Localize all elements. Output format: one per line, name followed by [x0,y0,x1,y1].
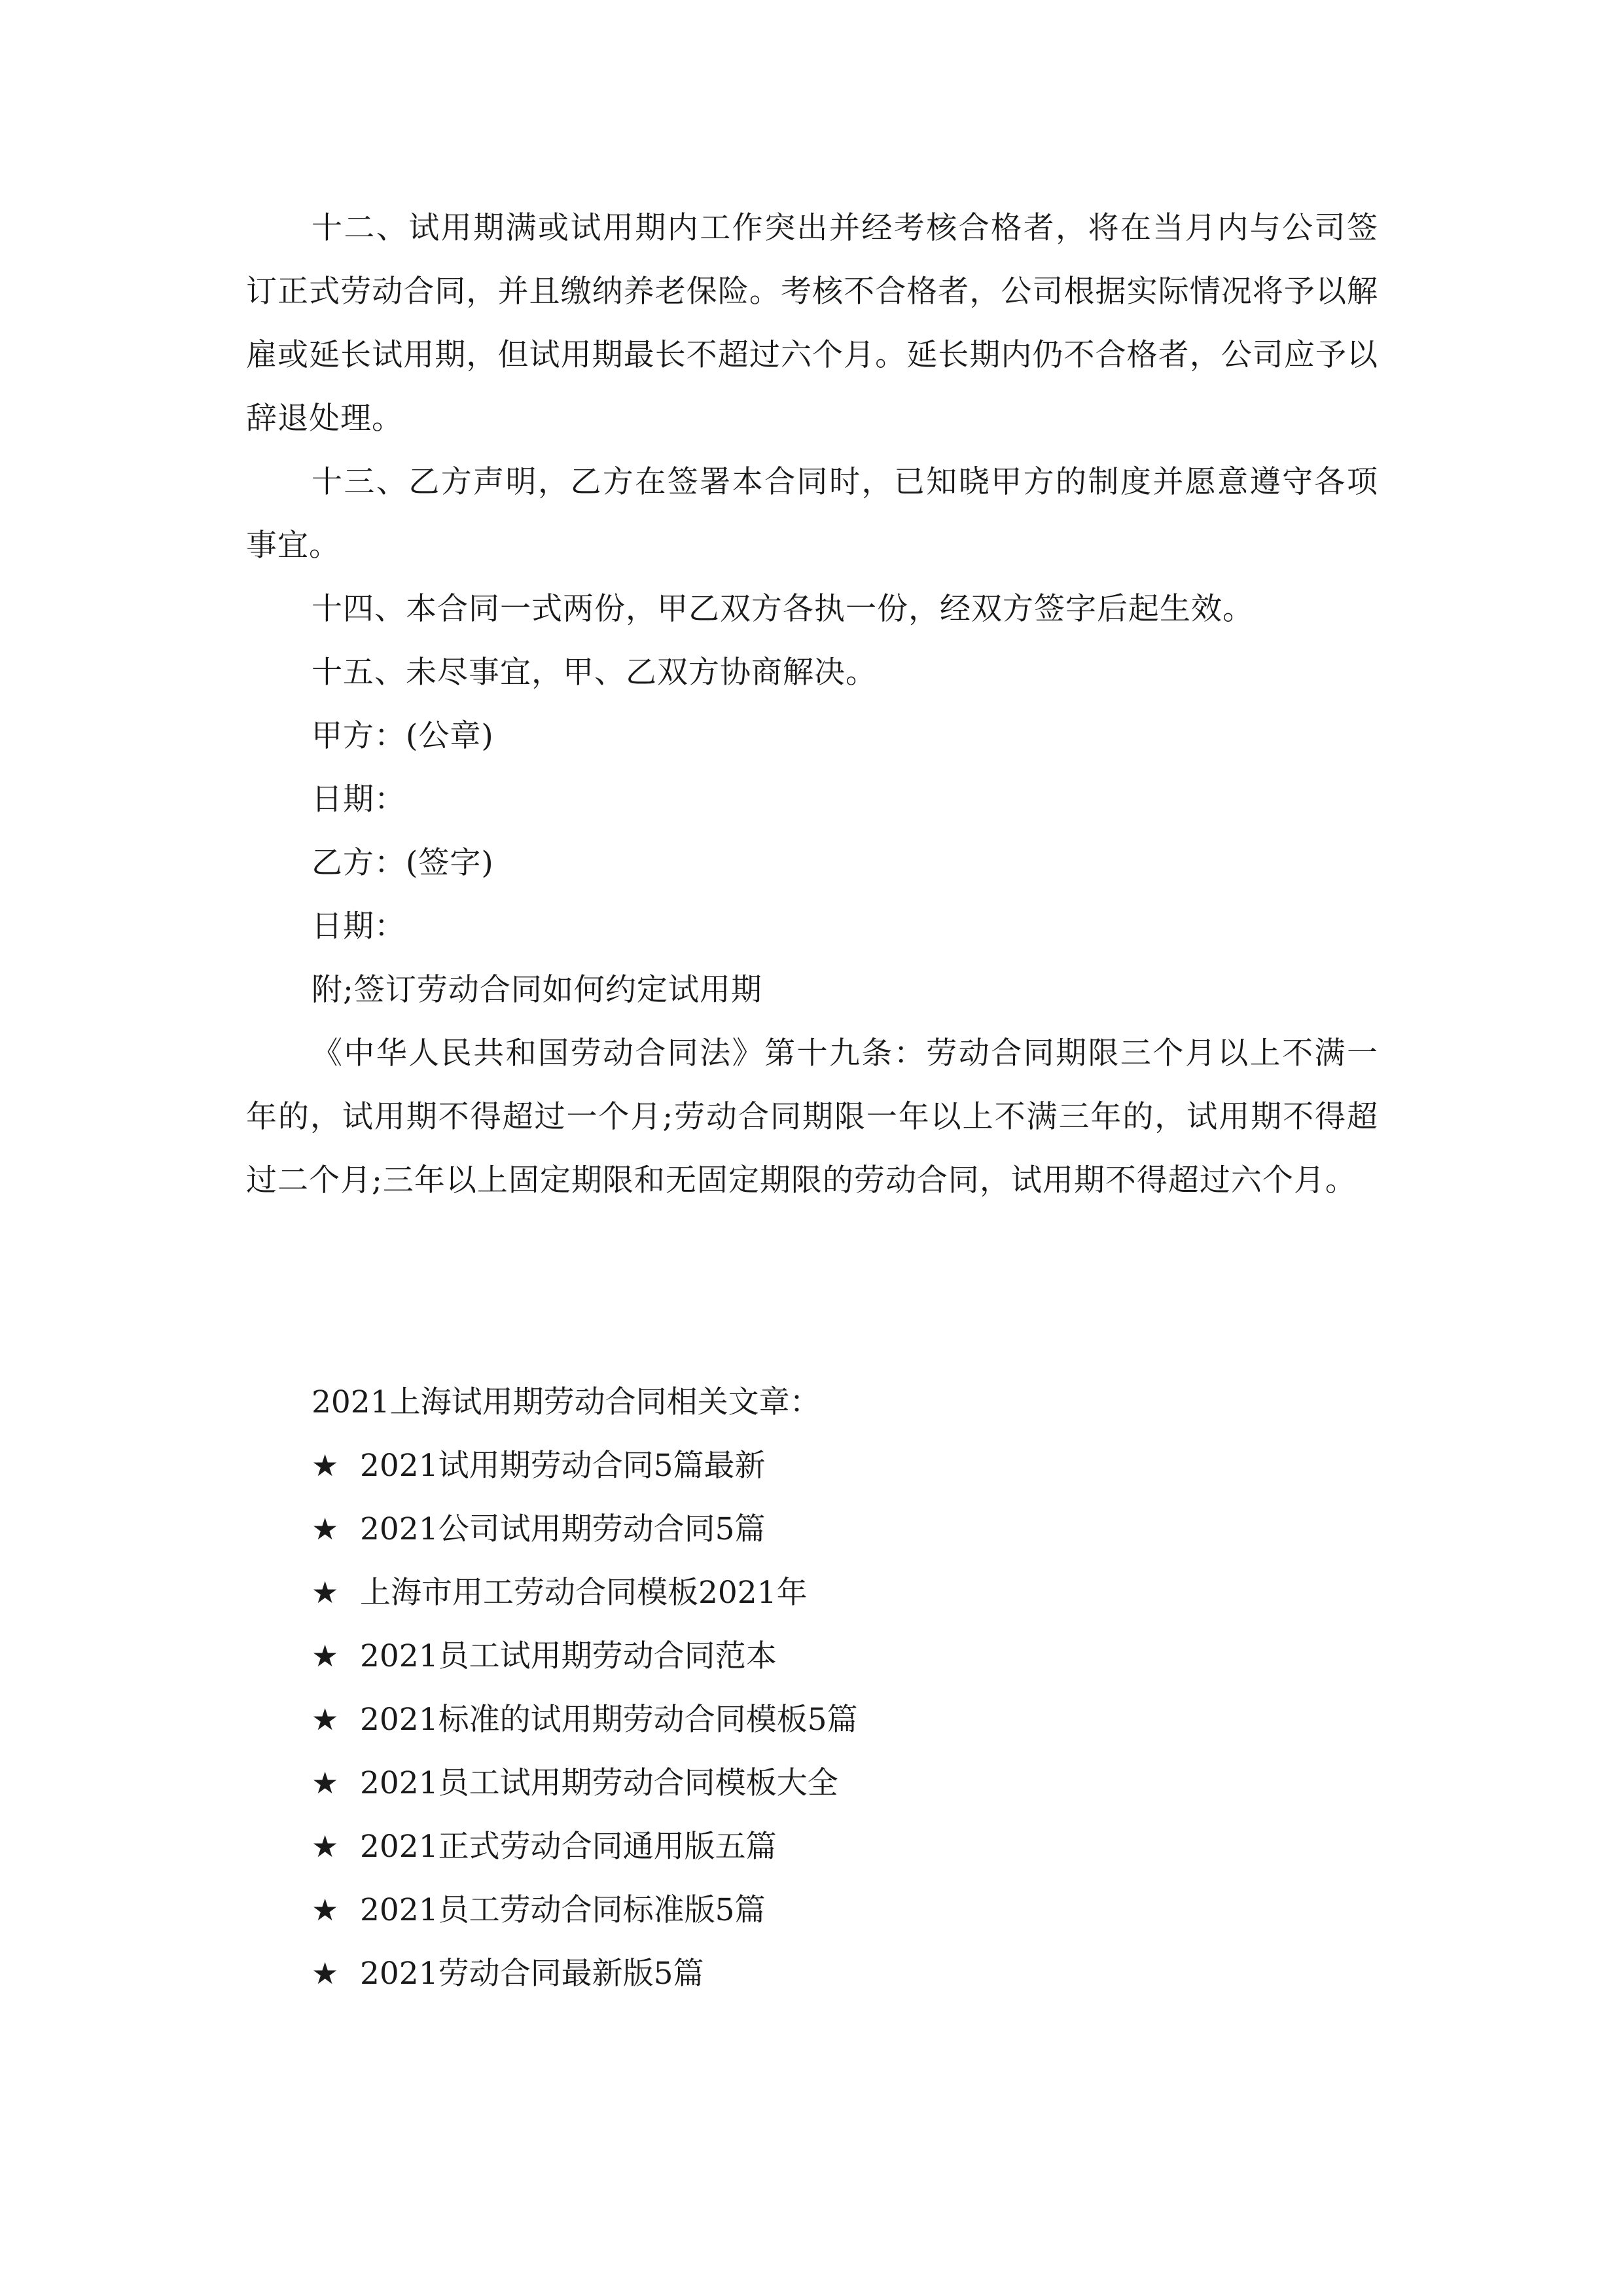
star-icon: ★ [312,1511,339,1547]
appendix-title: 附;签订劳动合同如何约定试用期 [312,972,762,1008]
related-article-label: 2021标准的试用期劳动合同模板5篇 [360,1702,858,1738]
related-article-link[interactable] [246,1434,1378,1498]
star-icon: ★ [312,1765,339,1801]
star-icon: ★ [312,1956,339,1991]
related-article-link[interactable] [246,1624,1378,1688]
star-icon: ★ [312,1829,339,1864]
clause-12: 十二、试用期满或试用期内工作突出并经考核合格者，将在当月内与公司签订正式劳动合同，并且缴纳养老保险。考核不合格者，公司根据实际情况将予以解雇或延长试用期，但试用期最长不超过六个月。延长期内仍不合格者，公司应予以辞退处理。 [246,210,1378,437]
related-article-label: 2021员工劳动合同标准版5篇 [360,1892,766,1928]
related-article-link[interactable] [246,1878,1378,1942]
related-article-label: 2021正式劳动合同通用版五篇 [360,1829,777,1865]
star-icon: ★ [312,1892,339,1928]
related-article-label: 上海市用工劳动合同模板2021年 [360,1575,808,1611]
related-article-link[interactable] [246,1751,1378,1815]
party-b-date: 日期： [312,908,406,944]
document-body [246,196,1378,2005]
clause-15: 十五、未尽事宜，甲、乙双方协商解决。 [312,655,877,691]
related-article-link[interactable] [246,1561,1378,1624]
related-article-label: 2021劳动合同最新版5篇 [360,1956,704,1992]
party-a-seal: 甲方：(公章) [312,718,494,754]
party-b-signature: 乙方：(签字) [312,845,494,881]
star-icon: ★ [312,1702,339,1737]
related-article-label: 2021公司试用期劳动合同5篇 [360,1511,766,1547]
related-article-label: 2021员工试用期劳动合同模板大全 [360,1765,838,1801]
star-icon: ★ [312,1448,339,1483]
related-article-link[interactable] [246,1815,1378,1878]
star-icon: ★ [312,1638,339,1674]
related-articles [246,1371,1378,2005]
star-icon: ★ [312,1575,339,1610]
party-a-date: 日期： [312,781,406,817]
related-article-link[interactable] [246,1942,1378,2005]
related-articles-list [246,1434,1378,2005]
clause-13: 十三、乙方声明，乙方在签署本合同时，已知晓甲方的制度并愿意遵守各项事宜。 [246,464,1378,564]
related-articles-title: 2021上海试用期劳动合同相关文章： [312,1384,821,1420]
related-article-label: 2021员工试用期劳动合同范本 [360,1638,777,1674]
clause-14: 十四、本合同一式两份，甲乙双方各执一份，经双方签字后起生效。 [312,591,1254,627]
law-article-text: 《中华人民共和国劳动合同法》第十九条：劳动合同期限三个月以上不满一年的，试用期不得超过一个月;劳动合同期限一年以上不满三年的，试用期不得超过二个月;三年以上固定期限和无固定期限的劳动合同，试用期不得超过六个月。 [246,1035,1378,1198]
related-article-link[interactable] [246,1688,1378,1751]
related-article-link[interactable] [246,1498,1378,1561]
related-article-label: 2021试用期劳动合同5篇最新 [360,1448,766,1484]
